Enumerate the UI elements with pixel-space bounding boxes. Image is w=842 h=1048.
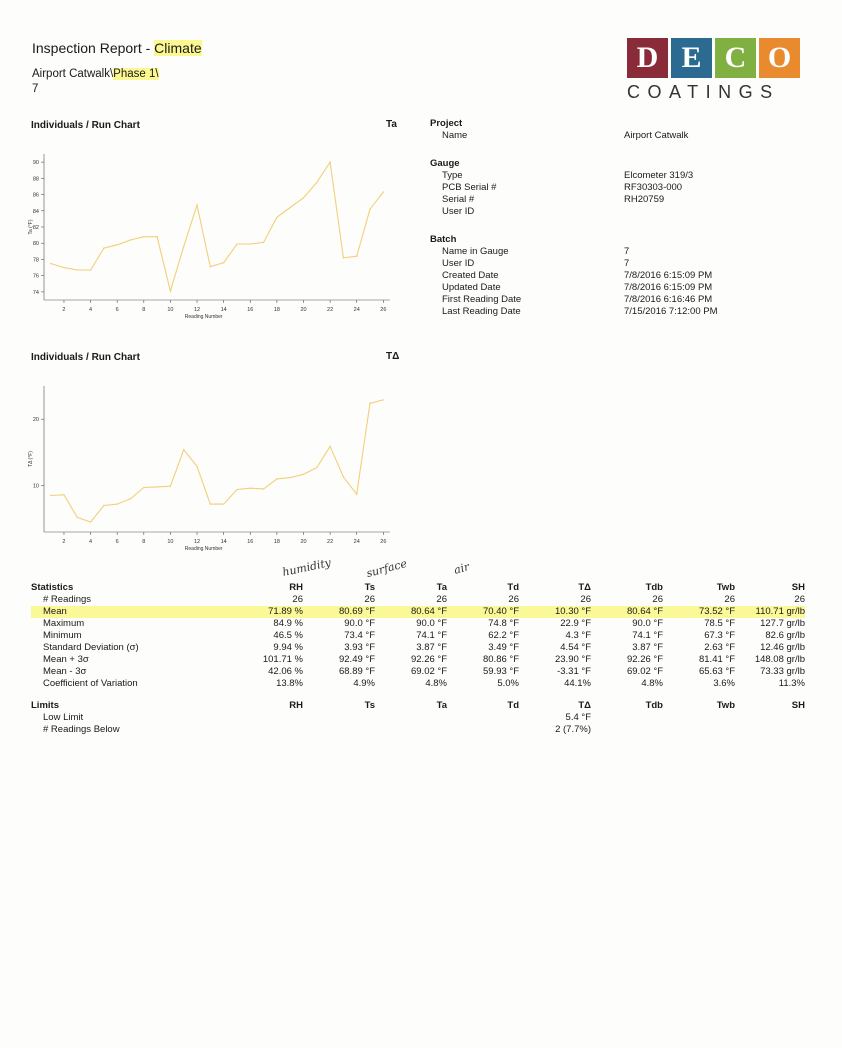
stat-row-label: Minimum bbox=[43, 630, 82, 641]
stat-cell: 74.1 °F bbox=[632, 630, 663, 641]
data-point bbox=[223, 503, 224, 504]
stat-label-cell bbox=[31, 642, 231, 654]
report-title-prefix: Inspection Report - bbox=[32, 40, 155, 56]
data-point bbox=[63, 267, 64, 268]
data-point bbox=[103, 505, 104, 506]
x-tick-label: 22 bbox=[327, 307, 334, 313]
x-tick-label: 20 bbox=[300, 539, 307, 545]
stat-cell: 3.93 °F bbox=[344, 642, 375, 653]
chart2-variable: TΔ bbox=[386, 351, 400, 362]
gauge-user-label: User ID bbox=[442, 206, 475, 217]
stat-cell: 69.02 °F bbox=[410, 666, 447, 677]
stat-cell: 82.6 gr/lb bbox=[765, 630, 805, 641]
stat-row-label: Mean bbox=[43, 606, 67, 617]
limits-col-twb: Twb bbox=[716, 700, 735, 711]
col-twb: Twb bbox=[716, 582, 735, 593]
x-tick-label: 14 bbox=[220, 539, 227, 545]
stat-cell: 74.1 °F bbox=[416, 630, 447, 641]
series-line bbox=[51, 400, 384, 522]
stat-row-label: # Readings bbox=[43, 594, 92, 605]
x-tick-label: 18 bbox=[273, 539, 280, 545]
col-tdb: Tdb bbox=[645, 582, 663, 593]
data-point bbox=[90, 269, 91, 270]
batch-heading: Batch bbox=[430, 234, 457, 245]
data-point bbox=[236, 489, 237, 490]
limit-label-cell bbox=[31, 712, 231, 724]
data-point bbox=[77, 269, 78, 270]
gauge-user-value bbox=[624, 206, 824, 218]
data-point bbox=[250, 243, 251, 244]
annotation-humidity: humidity bbox=[281, 556, 333, 579]
stat-cell: 68.89 °F bbox=[338, 666, 375, 677]
stat-cell: 92.26 °F bbox=[626, 654, 663, 665]
limit-cell bbox=[447, 724, 519, 736]
deco-coatings-logo bbox=[627, 38, 807, 102]
stat-cell: 62.2 °F bbox=[488, 630, 519, 641]
data-point bbox=[276, 217, 277, 218]
stat-cell: 92.26 °F bbox=[410, 654, 447, 665]
stat-cell: 90.0 °F bbox=[632, 618, 663, 629]
limits-col-td: Td bbox=[507, 700, 519, 711]
y-tick-label: 20 bbox=[32, 417, 39, 424]
stat-label-cell bbox=[31, 630, 231, 642]
stat-cell: 5.0% bbox=[497, 678, 519, 689]
x-tick-label: 4 bbox=[89, 539, 93, 545]
stat-cell: 73.33 gr/lb bbox=[760, 666, 805, 677]
y-tick-label: 82 bbox=[32, 225, 39, 231]
stat-cell: 26 bbox=[652, 594, 663, 605]
stat-label-cell bbox=[31, 666, 231, 678]
data-point bbox=[369, 403, 370, 404]
limit-cell bbox=[591, 712, 663, 724]
x-axis-label: Reading Number bbox=[184, 546, 223, 552]
logo-tile-c: C bbox=[715, 38, 756, 78]
col-tdelta: TΔ bbox=[578, 582, 591, 593]
stat-label-cell bbox=[31, 606, 231, 618]
ta-run-chart bbox=[28, 152, 400, 328]
limit-cell bbox=[735, 712, 805, 724]
limits-col-ta: Ta bbox=[436, 700, 447, 711]
stat-cell: 13.8% bbox=[276, 678, 303, 689]
pcb-serial-value: RF30303-000 bbox=[624, 182, 683, 193]
data-point bbox=[63, 494, 64, 495]
logo-word: COATINGS bbox=[627, 82, 780, 102]
limit-label-cell bbox=[31, 724, 231, 736]
x-tick-label: 16 bbox=[247, 539, 254, 545]
limit-cell bbox=[375, 712, 447, 724]
limit-cell bbox=[303, 724, 375, 736]
x-tick-label: 2 bbox=[62, 307, 66, 313]
stat-cell: 78.5 °F bbox=[704, 618, 735, 629]
limit-cell bbox=[375, 724, 447, 736]
stat-row bbox=[31, 678, 805, 690]
stat-cell: 80.64 °F bbox=[591, 606, 663, 618]
data-point bbox=[383, 399, 384, 400]
stat-cell: 80.64 °F bbox=[375, 606, 447, 618]
y-tick-label: 86 bbox=[32, 192, 39, 199]
col-ts: Ts bbox=[364, 582, 375, 593]
x-tick-label: 16 bbox=[247, 307, 254, 313]
stat-cell: 26 bbox=[364, 594, 375, 605]
stat-cell: 23.90 °F bbox=[554, 654, 591, 665]
data-point bbox=[276, 478, 277, 479]
limit-cell bbox=[591, 724, 663, 736]
stat-cell: 3.87 °F bbox=[632, 642, 663, 653]
data-point bbox=[316, 182, 317, 183]
statistics-table bbox=[31, 582, 805, 690]
stat-row bbox=[31, 606, 805, 618]
x-tick-label: 22 bbox=[327, 539, 334, 545]
stat-row-label: Mean + 3σ bbox=[43, 654, 89, 665]
stat-row bbox=[31, 630, 805, 642]
x-tick-label: 26 bbox=[380, 307, 387, 313]
stat-cell: 4.8% bbox=[641, 678, 663, 689]
data-point bbox=[196, 466, 197, 467]
stat-cell: 70.40 °F bbox=[447, 606, 519, 618]
stat-cell: 26 bbox=[292, 594, 303, 605]
batch-user-value: 7 bbox=[624, 258, 630, 269]
project-name-value: Airport Catwalk bbox=[624, 130, 689, 141]
stat-row-label: Maximum bbox=[43, 618, 85, 629]
stat-cell: 90.0 °F bbox=[344, 618, 375, 629]
batch-name-value: 7 bbox=[624, 246, 630, 257]
gauge-type-label: Type bbox=[442, 170, 463, 181]
y-tick-label: 88 bbox=[32, 176, 39, 183]
stat-cell: 73.52 °F bbox=[663, 606, 735, 618]
limit-row bbox=[31, 724, 805, 736]
data-point bbox=[130, 239, 131, 240]
data-point bbox=[143, 236, 144, 237]
limit-cell: 2 (7.7%) bbox=[555, 724, 591, 735]
stat-row bbox=[31, 642, 805, 654]
stat-label-cell bbox=[31, 678, 231, 690]
stat-row bbox=[31, 666, 805, 678]
limit-cell bbox=[663, 712, 735, 724]
stat-cell: 90.0 °F bbox=[416, 618, 447, 629]
col-sh: SH bbox=[791, 582, 805, 593]
stat-row bbox=[31, 594, 805, 606]
data-point bbox=[210, 266, 211, 267]
gauge-type-value: Elcometer 319/3 bbox=[624, 170, 694, 181]
stat-cell: 4.54 °F bbox=[560, 642, 591, 653]
stat-cell: 80.69 °F bbox=[303, 606, 375, 618]
last-reading-value: 7/15/2016 7:12:00 PM bbox=[624, 306, 718, 317]
x-tick-label: 24 bbox=[353, 307, 360, 313]
first-reading-value: 7/8/2016 6:16:46 PM bbox=[624, 294, 713, 305]
stat-cell: 10.30 °F bbox=[519, 606, 591, 618]
col-td: Td bbox=[507, 582, 519, 593]
stat-row-label: Mean - 3σ bbox=[43, 666, 87, 677]
stat-cell: 59.93 °F bbox=[482, 666, 519, 677]
data-point bbox=[250, 488, 251, 489]
info-labels bbox=[430, 118, 610, 318]
stat-row-label: Coefficient of Variation bbox=[43, 678, 138, 689]
limit-cell bbox=[663, 724, 735, 736]
batch-number: 7 bbox=[32, 83, 39, 95]
stat-cell: 11.3% bbox=[778, 678, 805, 689]
data-point bbox=[196, 204, 197, 205]
stat-cell: 4.8% bbox=[425, 678, 447, 689]
y-tick-label: 78 bbox=[32, 257, 39, 264]
stat-cell: 127.7 gr/lb bbox=[760, 618, 805, 629]
col-ta: Ta bbox=[436, 582, 447, 593]
x-tick-label: 6 bbox=[115, 539, 119, 545]
data-point bbox=[183, 246, 184, 247]
stat-cell: 4.9% bbox=[353, 678, 375, 689]
x-tick-label: 26 bbox=[380, 539, 387, 545]
y-axis-label: TΔ (°F) bbox=[28, 451, 34, 467]
stat-cell: 81.41 °F bbox=[698, 654, 735, 665]
data-point bbox=[156, 236, 157, 237]
logo-tile-o: O bbox=[759, 38, 800, 78]
data-point bbox=[170, 290, 171, 291]
y-tick-label: 90 bbox=[32, 160, 39, 167]
batch-user-label: User ID bbox=[442, 258, 475, 269]
y-tick-label: 80 bbox=[32, 241, 39, 248]
created-label: Created Date bbox=[442, 270, 499, 281]
y-tick-label: 84 bbox=[32, 208, 39, 215]
created-value: 7/8/2016 6:15:09 PM bbox=[624, 270, 713, 281]
stat-cell: 69.02 °F bbox=[626, 666, 663, 677]
stat-cell: 3.6% bbox=[713, 678, 735, 689]
data-point bbox=[303, 197, 304, 198]
chart2-title: Individuals / Run Chart bbox=[31, 352, 140, 363]
stat-cell: 110.71 gr/lb bbox=[735, 606, 805, 618]
project-path bbox=[32, 68, 159, 80]
info-values bbox=[624, 118, 824, 318]
stat-cell: 42.06 % bbox=[268, 666, 303, 677]
x-tick-label: 6 bbox=[115, 307, 119, 313]
limit-cell bbox=[447, 712, 519, 724]
data-point bbox=[170, 486, 171, 487]
x-tick-label: 10 bbox=[167, 307, 174, 313]
x-tick-label: 20 bbox=[300, 307, 307, 313]
statistics-heading: Statistics bbox=[31, 582, 74, 593]
limits-col-sh: SH bbox=[791, 700, 805, 711]
data-point bbox=[303, 474, 304, 475]
data-point bbox=[116, 244, 117, 245]
stat-cell: 67.3 °F bbox=[704, 630, 735, 641]
report-title-highlight: Climate bbox=[154, 40, 202, 56]
stat-cell: 12.46 gr/lb bbox=[760, 642, 805, 653]
batch-name-label: Name in Gauge bbox=[442, 246, 509, 257]
tdelta-run-chart bbox=[28, 384, 400, 560]
data-point bbox=[356, 256, 357, 257]
limits-col-tdb: Tdb bbox=[645, 700, 663, 711]
data-point bbox=[90, 521, 91, 522]
data-point bbox=[116, 503, 117, 504]
last-reading-label: Last Reading Date bbox=[442, 306, 521, 317]
stat-cell: 9.94 % bbox=[273, 642, 303, 653]
limit-cell bbox=[231, 724, 303, 736]
stat-label-cell bbox=[31, 594, 231, 606]
data-point bbox=[223, 262, 224, 263]
stat-label-cell bbox=[31, 654, 231, 666]
data-point bbox=[156, 486, 157, 487]
data-point bbox=[329, 446, 330, 447]
stat-row bbox=[31, 654, 805, 666]
x-tick-label: 12 bbox=[193, 539, 201, 545]
limits-col-ts: Ts bbox=[364, 700, 375, 711]
limit-cell: 5.4 °F bbox=[565, 712, 591, 723]
data-point bbox=[236, 243, 237, 244]
x-axis-label: Reading Number bbox=[184, 314, 223, 320]
data-point bbox=[263, 242, 264, 243]
x-tick-label: 18 bbox=[273, 307, 280, 313]
stat-cell: 26 bbox=[508, 594, 519, 605]
stat-cell: 80.86 °F bbox=[482, 654, 519, 665]
x-tick-label: 4 bbox=[89, 307, 93, 313]
limit-cell bbox=[303, 712, 375, 724]
limits-table bbox=[31, 700, 805, 736]
logo-tile-e: E bbox=[671, 38, 712, 78]
stat-cell: 3.87 °F bbox=[416, 642, 447, 653]
limits-col-tdelta: TΔ bbox=[578, 700, 591, 711]
project-path-highlight: Phase 1\ bbox=[113, 68, 159, 80]
first-reading-label: First Reading Date bbox=[442, 294, 522, 305]
stat-cell: 46.5 % bbox=[273, 630, 303, 641]
stat-cell: 2.63 °F bbox=[704, 642, 735, 653]
limit-row-label: # Readings Below bbox=[43, 724, 120, 735]
stat-cell: 74.8 °F bbox=[488, 618, 519, 629]
data-point bbox=[343, 257, 344, 258]
data-point bbox=[289, 207, 290, 208]
x-tick-label: 2 bbox=[62, 539, 66, 545]
logo-tile-d: D bbox=[627, 38, 668, 78]
stat-cell: 65.63 °F bbox=[698, 666, 735, 677]
x-tick-label: 14 bbox=[220, 307, 227, 313]
y-axis-label: Ta (°F) bbox=[28, 219, 34, 235]
data-point bbox=[263, 488, 264, 489]
x-tick-label: 8 bbox=[142, 307, 146, 313]
stat-cell: 26 bbox=[436, 594, 447, 605]
data-point bbox=[130, 498, 131, 499]
stat-cell: 3.49 °F bbox=[488, 642, 519, 653]
x-tick-label: 10 bbox=[167, 539, 174, 545]
stat-row bbox=[31, 618, 805, 630]
stat-cell: 4.3 °F bbox=[565, 630, 591, 641]
data-point bbox=[143, 487, 144, 488]
col-rh: RH bbox=[289, 582, 303, 593]
stat-cell: 148.08 gr/lb bbox=[754, 654, 805, 665]
stat-cell: 101.71 % bbox=[262, 654, 303, 665]
stat-cell: 84.9 % bbox=[273, 618, 303, 629]
x-tick-label: 24 bbox=[353, 539, 360, 545]
x-tick-label: 12 bbox=[193, 307, 201, 313]
y-tick-label: 74 bbox=[32, 289, 39, 296]
data-point bbox=[50, 495, 51, 496]
stat-cell: 26 bbox=[724, 594, 735, 605]
pcb-serial-label: PCB Serial # bbox=[442, 182, 497, 193]
stat-row-label: Standard Deviation (σ) bbox=[43, 642, 139, 653]
data-point bbox=[356, 493, 357, 494]
data-point bbox=[103, 247, 104, 248]
data-point bbox=[329, 161, 330, 162]
chart1-variable: Ta bbox=[386, 119, 397, 130]
stat-label-cell bbox=[31, 618, 231, 630]
data-point bbox=[210, 503, 211, 504]
annotation-surface: surface bbox=[365, 556, 409, 581]
stat-cell: 73.4 °F bbox=[344, 630, 375, 641]
series-line bbox=[51, 162, 384, 291]
gauge-heading: Gauge bbox=[430, 158, 460, 169]
annotation-air: air bbox=[452, 560, 471, 577]
updated-value: 7/8/2016 6:15:09 PM bbox=[624, 282, 713, 293]
limit-cell bbox=[735, 724, 805, 736]
data-point bbox=[383, 191, 384, 192]
stat-cell: 26 bbox=[580, 594, 591, 605]
stat-cell: 44.1% bbox=[564, 678, 591, 689]
data-point bbox=[316, 467, 317, 468]
stat-cell: -3.31 °F bbox=[557, 666, 591, 677]
serial-label: Serial # bbox=[442, 194, 475, 205]
stat-cell: 22.9 °F bbox=[560, 618, 591, 629]
limits-heading: Limits bbox=[31, 700, 59, 711]
serial-value: RH20759 bbox=[624, 194, 665, 205]
data-point bbox=[369, 208, 370, 209]
y-tick-label: 10 bbox=[32, 483, 39, 490]
data-point bbox=[50, 263, 51, 264]
limit-cell bbox=[231, 712, 303, 724]
stat-cell: 92.49 °F bbox=[338, 654, 375, 665]
limit-row bbox=[31, 712, 805, 724]
data-point bbox=[77, 517, 78, 518]
project-name-label: Name bbox=[442, 130, 468, 141]
limits-col-rh: RH bbox=[289, 700, 303, 711]
data-point bbox=[343, 476, 344, 477]
data-point bbox=[289, 477, 290, 478]
updated-label: Updated Date bbox=[442, 282, 501, 293]
project-heading: Project bbox=[430, 118, 463, 129]
stat-cell: 71.89 % bbox=[231, 606, 303, 618]
chart1-title: Individuals / Run Chart bbox=[31, 120, 140, 131]
limit-row-label: Low Limit bbox=[43, 712, 84, 723]
report-title bbox=[32, 40, 202, 56]
y-tick-label: 76 bbox=[32, 273, 39, 280]
x-tick-label: 8 bbox=[142, 539, 146, 545]
project-path-prefix: Airport Catwalk\ bbox=[32, 68, 114, 80]
data-point bbox=[183, 449, 184, 450]
stat-cell: 26 bbox=[794, 594, 805, 605]
